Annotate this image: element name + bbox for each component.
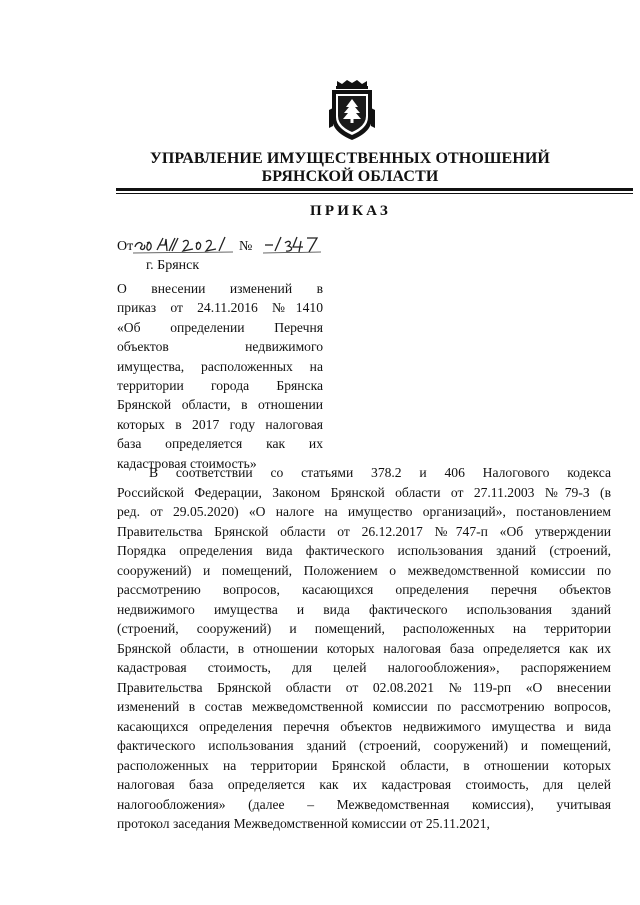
subject-line: О внесении изменений в	[117, 281, 323, 296]
from-label: От	[117, 239, 134, 254]
reference-line	[117, 233, 347, 257]
subject-line: Брянской области, в отношении	[117, 397, 323, 413]
body-line: налогообложения» (далее – Межведомственная комиссия), учитывая	[117, 796, 611, 812]
handwritten-date	[133, 233, 237, 255]
body-line: ред. от 29.05.2020) «О налоге на имущество организаций», постановлением	[117, 504, 611, 519]
subject-line: территории города Брянска	[117, 378, 323, 394]
header-divider-thin	[116, 193, 633, 194]
body-line: Российской Федерации, Законом Брянской области от 27.11.2003 №79-З (в	[117, 484, 611, 500]
body-line: Правительства Брянской области от 02.08.2021 №119-рп «О внесении	[117, 679, 611, 695]
body-line: кадастровая стоимость, для целей налогообложения», распоряжением	[117, 660, 611, 675]
body-line: Порядка определения вида фактического использования зданий (строений,	[117, 543, 611, 558]
body-line: Брянской области, в отношении которых налоговая база определяется как их	[117, 640, 611, 656]
body-line: изменений в состав межведомственной комиссии по рассмотрению вопросов,	[117, 699, 611, 714]
body-line: рассмотрению вопросов, касающихся определения перечня объектов	[117, 582, 611, 597]
handwritten-number	[263, 233, 323, 255]
org-title-line1: УПРАВЛЕНИЕ ИМУЩЕСТВЕННЫХ ОТНОШЕНИЙ	[150, 150, 550, 167]
document-type-title: ПРИКАЗ	[310, 203, 391, 219]
order-body-paragraph	[117, 463, 611, 834]
number-label: №	[239, 239, 253, 254]
subject-line: которых в 2017 году налоговая	[117, 416, 323, 432]
body-line: налоговая база определяется как их кадастровая стоимость, для целей	[117, 777, 611, 792]
body-line: недвижимого имущества и вида фактического использования зданий	[117, 601, 611, 617]
order-subject	[117, 279, 323, 473]
organization-title	[100, 150, 600, 186]
org-title-line2: БРЯНСКОЙ ОБЛАСТИ	[261, 168, 439, 185]
subject-line: объектов недвижимого	[117, 339, 323, 355]
body-line: Правительства Брянской области от 26.12.2017 №747-п «Об утверждении	[117, 523, 611, 539]
coat-of-arms-icon	[327, 80, 377, 142]
body-line: сооружений) и помещений, Положением о межведомственной комиссии по	[117, 562, 611, 578]
body-line: расположенных на территории Брянской области, в отношении которых	[117, 757, 611, 773]
subject-line: «Об определении Перечня	[117, 319, 323, 335]
subject-line: приказ от 24.11.2016 №1410	[117, 300, 323, 316]
subject-line: кадастровая стоимость»	[117, 455, 257, 471]
header-divider-thick	[116, 188, 633, 191]
body-line: (строений, сооружений) и помещений, расположенных на территории	[117, 621, 611, 636]
subject-line: база определяется как их	[117, 436, 323, 452]
body-line: фактического использования зданий (строений, сооружений) и помещений,	[117, 738, 611, 753]
subject-line: имущества, расположенных на	[117, 358, 323, 374]
body-line: В соответствии со статьями 378.2 и 406 Налогового кодекса	[149, 465, 611, 480]
city-label: г. Брянск	[146, 258, 200, 273]
body-line: касающихся определения перечня объектов недвижимого имущества и вида	[117, 718, 611, 734]
body-line: протокол заседания Межведомственной комиссии от 25.11.2021,	[117, 816, 490, 831]
